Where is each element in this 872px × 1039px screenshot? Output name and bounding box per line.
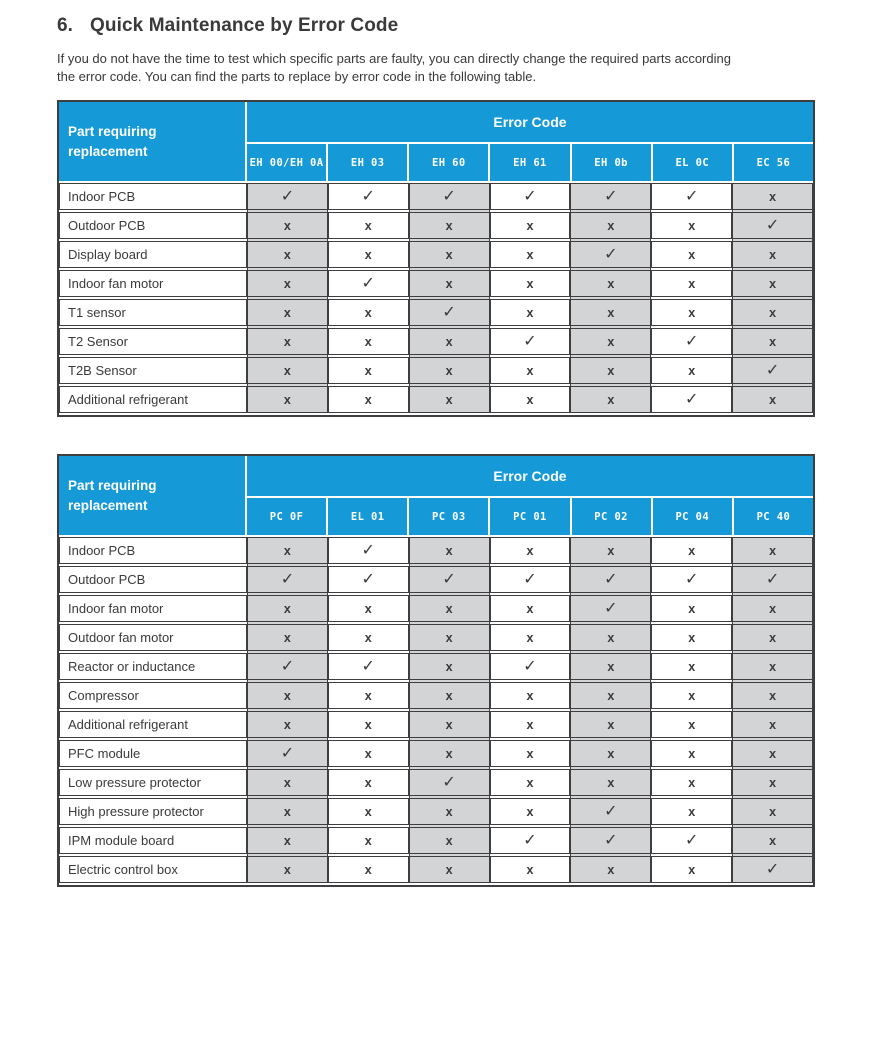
mark-cell: x (732, 270, 813, 297)
row-label: Additional refrigerant (59, 386, 247, 413)
mark-cell: x (570, 653, 651, 680)
table-row (59, 270, 813, 297)
table-row (59, 183, 813, 210)
mark-cell: x (409, 653, 490, 680)
mark-cell: x (651, 856, 732, 883)
table-row (59, 740, 813, 767)
row-label: Indoor PCB (59, 183, 247, 210)
mark-cell: x (490, 711, 571, 738)
error-code-header: PC 03 (407, 498, 488, 535)
mark-cell: x (651, 798, 732, 825)
mark-cell: x (328, 798, 409, 825)
mark-cell: x (570, 769, 651, 796)
mark-cell: ✓ (328, 653, 409, 680)
mark-cell: x (651, 241, 732, 268)
table-row (59, 827, 813, 854)
mark-cell: x (409, 624, 490, 651)
mark-cell: ✓ (732, 357, 813, 384)
row-label: Compressor (59, 682, 247, 709)
mark-cell: x (570, 212, 651, 239)
mark-cell: x (570, 740, 651, 767)
mark-cell: x (651, 299, 732, 326)
row-label: T1 sensor (59, 299, 247, 326)
code-header-row (247, 498, 813, 535)
mark-cell: x (570, 624, 651, 651)
mark-cell: ✓ (247, 183, 328, 210)
mark-cell: x (328, 711, 409, 738)
mark-cell: x (409, 537, 490, 564)
table-row (59, 856, 813, 883)
mark-cell: x (409, 827, 490, 854)
mark-cell: x (651, 357, 732, 384)
mark-cell: x (570, 537, 651, 564)
table-row (59, 595, 813, 622)
mark-cell: x (247, 624, 328, 651)
mark-cell: ✓ (409, 299, 490, 326)
mark-cell: x (732, 386, 813, 413)
mark-cell: ✓ (328, 270, 409, 297)
code-header-row (247, 144, 813, 181)
document-page (0, 15, 872, 1039)
mark-cell: x (328, 595, 409, 622)
table-body (59, 181, 813, 415)
row-label: Outdoor PCB (59, 566, 247, 593)
error-code-header: EH 60 (407, 144, 488, 181)
error-code-header: EH 03 (326, 144, 407, 181)
table-row (59, 798, 813, 825)
intro-line-2: the error code. You can find the parts to replace by error code in the following table. (57, 68, 537, 84)
table-row (59, 537, 813, 564)
row-label: Indoor fan motor (59, 595, 247, 622)
mark-cell: x (570, 357, 651, 384)
mark-cell: x (732, 653, 813, 680)
mark-cell: x (328, 769, 409, 796)
mark-cell: x (409, 357, 490, 384)
mark-cell: x (732, 241, 813, 268)
error-code-table (57, 100, 815, 417)
mark-cell: x (328, 357, 409, 384)
error-code-header: PC 01 (488, 498, 569, 535)
mark-cell: x (409, 682, 490, 709)
mark-cell: ✓ (409, 183, 490, 210)
mark-cell: ✓ (651, 827, 732, 854)
mark-cell: x (328, 299, 409, 326)
mark-cell: x (328, 624, 409, 651)
mark-cell: x (247, 299, 328, 326)
mark-cell: x (328, 682, 409, 709)
mark-cell: x (328, 328, 409, 355)
mark-cell: ✓ (247, 566, 328, 593)
mark-cell: x (490, 241, 571, 268)
row-label: PFC module (59, 740, 247, 767)
mark-cell: x (247, 856, 328, 883)
section-title: Quick Maintenance by Error Code (90, 15, 399, 36)
row-label: Indoor PCB (59, 537, 247, 564)
mark-cell: ✓ (570, 798, 651, 825)
mark-cell: x (732, 328, 813, 355)
mark-cell: x (732, 682, 813, 709)
mark-cell: x (409, 270, 490, 297)
mark-cell: x (570, 299, 651, 326)
error-code-header: EH 61 (488, 144, 569, 181)
mark-cell: x (732, 183, 813, 210)
mark-cell: x (732, 769, 813, 796)
corner-header: Part requiring replacement (59, 456, 247, 535)
mark-cell: x (247, 595, 328, 622)
error-code-table (57, 454, 815, 887)
row-label: IPM module board (59, 827, 247, 854)
row-label: T2B Sensor (59, 357, 247, 384)
mark-cell: ✓ (328, 183, 409, 210)
mark-cell: x (409, 386, 490, 413)
intro-line-1: If you do not have the time to test which specific parts are faulty, you can directly change the required parts according (57, 51, 731, 66)
mark-cell: ✓ (651, 328, 732, 355)
mark-cell: x (409, 798, 490, 825)
row-label: Additional refrigerant (59, 711, 247, 738)
row-label: Electric control box (59, 856, 247, 883)
mark-cell: ✓ (570, 241, 651, 268)
mark-cell: x (409, 856, 490, 883)
mark-cell: x (732, 798, 813, 825)
mark-cell: x (651, 769, 732, 796)
mark-cell: x (409, 328, 490, 355)
mark-cell: x (732, 740, 813, 767)
mark-cell: x (247, 682, 328, 709)
mark-cell: x (328, 241, 409, 268)
mark-cell: ✓ (490, 183, 571, 210)
mark-cell: ✓ (247, 740, 328, 767)
mark-cell: ✓ (247, 653, 328, 680)
section-heading (57, 15, 815, 37)
table-row (59, 386, 813, 413)
mark-cell: ✓ (409, 566, 490, 593)
error-code-group-header: Error Code (247, 456, 813, 498)
error-code-header: EC 56 (732, 144, 813, 181)
mark-cell: x (247, 241, 328, 268)
mark-cell: x (651, 711, 732, 738)
mark-cell: x (732, 537, 813, 564)
mark-cell: x (490, 357, 571, 384)
mark-cell: x (247, 827, 328, 854)
mark-cell: x (651, 212, 732, 239)
mark-cell: x (732, 299, 813, 326)
mark-cell: x (732, 711, 813, 738)
table-header (59, 456, 813, 535)
mark-cell: x (651, 537, 732, 564)
table-row (59, 769, 813, 796)
mark-cell: x (732, 595, 813, 622)
mark-cell: x (490, 386, 571, 413)
mark-cell: ✓ (409, 769, 490, 796)
mark-cell: ✓ (490, 566, 571, 593)
table-row (59, 711, 813, 738)
mark-cell: ✓ (570, 595, 651, 622)
table-row (59, 212, 813, 239)
mark-cell: x (490, 740, 571, 767)
row-label: Outdoor PCB (59, 212, 247, 239)
mark-cell: x (490, 798, 571, 825)
mark-cell: x (490, 212, 571, 239)
error-code-header: PC 04 (651, 498, 732, 535)
error-code-header: PC 0F (247, 498, 326, 535)
mark-cell: ✓ (651, 386, 732, 413)
mark-cell: ✓ (570, 827, 651, 854)
error-code-header: EH 0b (570, 144, 651, 181)
mark-cell: x (490, 682, 571, 709)
header-right (247, 102, 813, 181)
mark-cell: x (651, 740, 732, 767)
table-body (59, 535, 813, 885)
row-label: High pressure protector (59, 798, 247, 825)
mark-cell: ✓ (732, 856, 813, 883)
mark-cell: x (490, 270, 571, 297)
error-code-header: PC 40 (732, 498, 813, 535)
mark-cell: ✓ (490, 653, 571, 680)
mark-cell: x (732, 624, 813, 651)
mark-cell: x (409, 711, 490, 738)
table-row (59, 566, 813, 593)
mark-cell: x (490, 537, 571, 564)
mark-cell: ✓ (651, 566, 732, 593)
row-label: T2 Sensor (59, 328, 247, 355)
table-row (59, 682, 813, 709)
table-row (59, 624, 813, 651)
table-row (59, 299, 813, 326)
mark-cell: x (409, 595, 490, 622)
row-label: Display board (59, 241, 247, 268)
mark-cell: x (247, 212, 328, 239)
mark-cell: x (651, 682, 732, 709)
mark-cell: x (247, 357, 328, 384)
corner-header: Part requiring replacement (59, 102, 247, 181)
mark-cell: x (247, 798, 328, 825)
mark-cell: ✓ (732, 212, 813, 239)
mark-cell: x (490, 299, 571, 326)
row-label: Outdoor fan motor (59, 624, 247, 651)
row-label: Reactor or inductance (59, 653, 247, 680)
mark-cell: x (570, 682, 651, 709)
error-code-header: EL 01 (326, 498, 407, 535)
mark-cell: ✓ (732, 566, 813, 593)
mark-cell: x (409, 241, 490, 268)
mark-cell: x (328, 212, 409, 239)
mark-cell: x (328, 827, 409, 854)
error-code-header: PC 02 (570, 498, 651, 535)
mark-cell: ✓ (328, 566, 409, 593)
mark-cell: x (328, 856, 409, 883)
mark-cell: x (732, 827, 813, 854)
mark-cell: x (490, 856, 571, 883)
tables-container (0, 100, 872, 887)
mark-cell: x (570, 711, 651, 738)
error-code-header: EH 00/EH 0A (247, 144, 326, 181)
mark-cell: x (409, 740, 490, 767)
mark-cell: x (490, 595, 571, 622)
row-label: Indoor fan motor (59, 270, 247, 297)
mark-cell: x (247, 270, 328, 297)
intro-paragraph (57, 50, 815, 85)
mark-cell: x (570, 328, 651, 355)
mark-cell: x (651, 595, 732, 622)
mark-cell: x (651, 624, 732, 651)
table-row (59, 241, 813, 268)
mark-cell: ✓ (570, 566, 651, 593)
mark-cell: x (247, 711, 328, 738)
table-header (59, 102, 813, 181)
mark-cell: ✓ (490, 328, 571, 355)
mark-cell: x (570, 386, 651, 413)
mark-cell: x (651, 270, 732, 297)
table-row (59, 357, 813, 384)
mark-cell: x (490, 624, 571, 651)
error-code-header: EL 0C (651, 144, 732, 181)
header-right (247, 456, 813, 535)
table-row (59, 653, 813, 680)
table-row (59, 328, 813, 355)
mark-cell: x (328, 740, 409, 767)
mark-cell: x (247, 328, 328, 355)
mark-cell: x (247, 537, 328, 564)
mark-cell: x (490, 769, 571, 796)
mark-cell: x (328, 386, 409, 413)
mark-cell: x (651, 653, 732, 680)
mark-cell: x (409, 212, 490, 239)
mark-cell: ✓ (490, 827, 571, 854)
mark-cell: x (247, 386, 328, 413)
row-label: Low pressure protector (59, 769, 247, 796)
mark-cell: ✓ (651, 183, 732, 210)
mark-cell: x (570, 270, 651, 297)
mark-cell: x (247, 769, 328, 796)
mark-cell: x (570, 856, 651, 883)
section-number: 6. (57, 15, 74, 36)
error-code-group-header: Error Code (247, 102, 813, 144)
mark-cell: ✓ (328, 537, 409, 564)
mark-cell: ✓ (570, 183, 651, 210)
